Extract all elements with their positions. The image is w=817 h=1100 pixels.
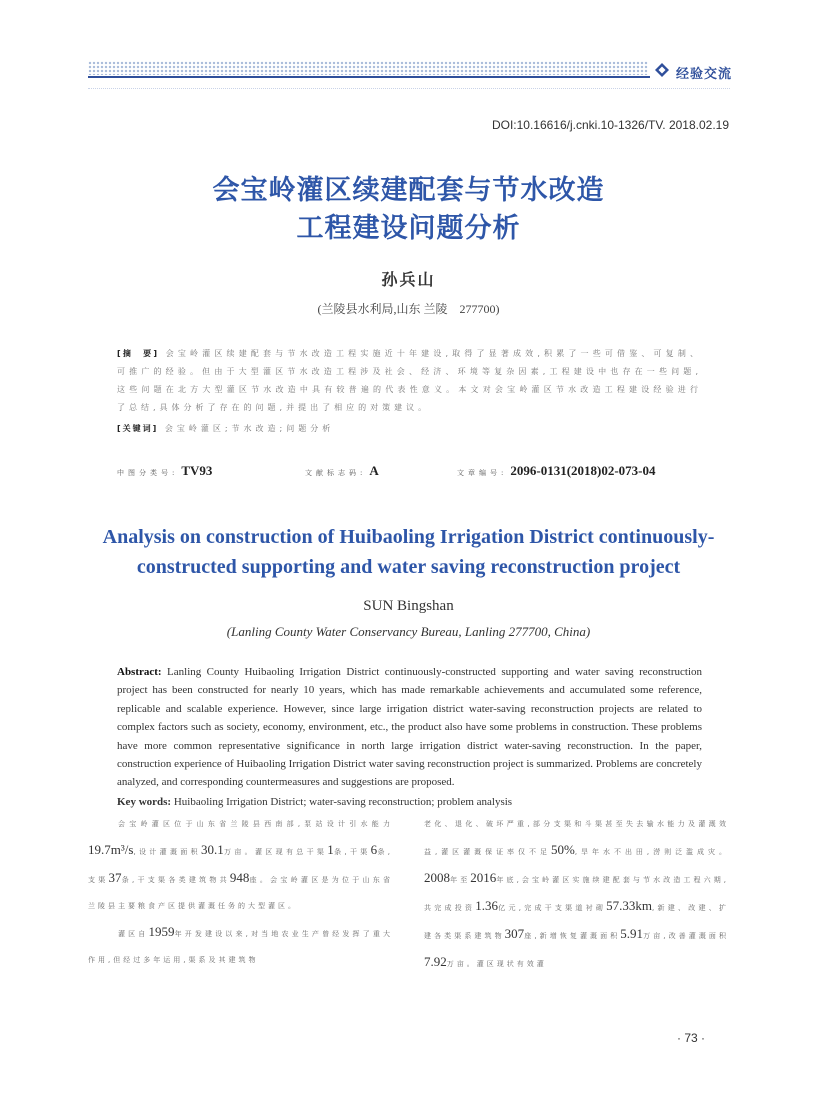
header-rule xyxy=(88,76,650,78)
page-number: · 73 · xyxy=(677,1031,706,1045)
keywords-zh-label: [关键词] xyxy=(117,424,159,433)
section-label: 经验交流 xyxy=(676,67,733,82)
body-paragraph: 会宝岭灌区位于山东省兰陵县西南部,泵站设计引水能力19.7m³/s,设计灌溉面积30.1万亩。灌区现有总干渠1条,干渠6条,支渠37条,干支渠各类建筑物共948座。会宝岭灌区是为位于山东省兰陵县主要粮食产区提供灌溉任务的大型灌区。 xyxy=(88,820,394,910)
english-title-line-1: Analysis on construction of Huibaoling Irrigation District continuously- xyxy=(102,526,715,548)
page-title xyxy=(0,172,817,248)
author-name: 孙兵山 xyxy=(381,270,436,289)
body-paragraph: 灌区自1959年开发建设以来,对当地农业生产曾经发挥了重大作用,但经过多年运用,渠系及其建筑物 xyxy=(88,924,393,964)
article-number: 文章编号: 2096-0131(2018)02-073-04 xyxy=(457,463,656,478)
body-column-right xyxy=(424,811,729,977)
keywords-en-label: Key words: xyxy=(117,796,172,808)
author-affiliation: (兰陵县水利局,山东 兰陵 277700) xyxy=(317,302,500,316)
title-line-1: 会宝岭灌区续建配套与节水改造 xyxy=(212,175,605,206)
english-affiliation: (Lanling County Water Conservancy Bureau, Lanling 277700, China) xyxy=(226,624,591,639)
keywords-en xyxy=(117,796,702,808)
abstract-zh xyxy=(117,345,702,417)
diamond-icon xyxy=(655,63,669,77)
header-dotted-rule xyxy=(88,88,730,89)
abstract-en-text: Lanling County Huibaoling Irrigation District continuously-constructed supporting and water saving reconstruction project has been constructed for nearly 10 years, which has made remarkable achievements and accumulated some reference, replicable and scalable experience. However, since large irrigation district water-saving reconstruction projects are related to complex factors such as society, economy, environment, etc., the product also have some problems in construction. These problems have more common representative significance in north large irrigation district water-saving reconstruction. In the paper, construction experience of Huibaoling Irrigation District water saving reconstruction project is summarized. Problems are concretely analyzed, and corresponding countermeasures and suggestions are proposed. xyxy=(117,666,703,789)
body-column-left xyxy=(88,811,393,973)
body-paragraph: 老化、退化、破坏严重,部分支渠和斗渠甚至失去输水能力及灌溉效益,灌区灌溉保证率仅不足50%,旱年水不出田,涝则泛滥成灾。2008年至2016年底,会宝岭灌区实施续建配套与节水改造工程六期,共完成投资1.36亿元,完成干支渠道衬砌57.33km,新建、改建、扩建各类渠系建筑物307座,新增恢复灌溉面积5.91万亩,改善灌溉面积7.92万亩。灌区现状有效灌 xyxy=(424,820,730,969)
abstract-en-label: Abstract: xyxy=(117,666,162,678)
keywords-zh xyxy=(117,420,702,438)
english-title xyxy=(100,522,717,582)
abstract-zh-label: [摘 要] xyxy=(117,349,159,358)
abstract-zh-text: 会宝岭灌区续建配套与节水改造工程实施近十年建设,取得了显著成效,积累了一些可借鉴、可复制、可推广的经验。但由于大型灌区节水改造工程涉及社会、经济、环境等复杂因素,工程建设中也存在一些问题,这些问题在北方大型灌区节水改造中具有较普遍的代表性意义。本文对会宝岭灌区节水改造工程建设经验进行了总结,具体分析了存在的问题,并提出了相应的对策建议。 xyxy=(117,349,703,412)
keywords-zh-text: 会宝岭灌区;节水改造;问题分析 xyxy=(164,424,335,433)
title-line-2: 工程建设问题分析 xyxy=(296,213,521,244)
doi[interactable]: DOI:10.16616/j.cnki.10-1326/TV. 2018.02.19 xyxy=(491,118,729,132)
english-author: SUN Bingshan xyxy=(363,598,454,614)
english-title-line-2: constructed supporting and water saving reconstruction project xyxy=(136,556,681,578)
abstract-en xyxy=(117,663,702,792)
header-dot-band xyxy=(88,61,648,75)
keywords-en-text: Huibaoling Irrigation District; water-saving reconstruction; problem analysis xyxy=(173,796,513,808)
document-code: 文献标志码: A xyxy=(305,463,379,478)
clc-number: 中图分类号: TV93 xyxy=(117,463,213,478)
